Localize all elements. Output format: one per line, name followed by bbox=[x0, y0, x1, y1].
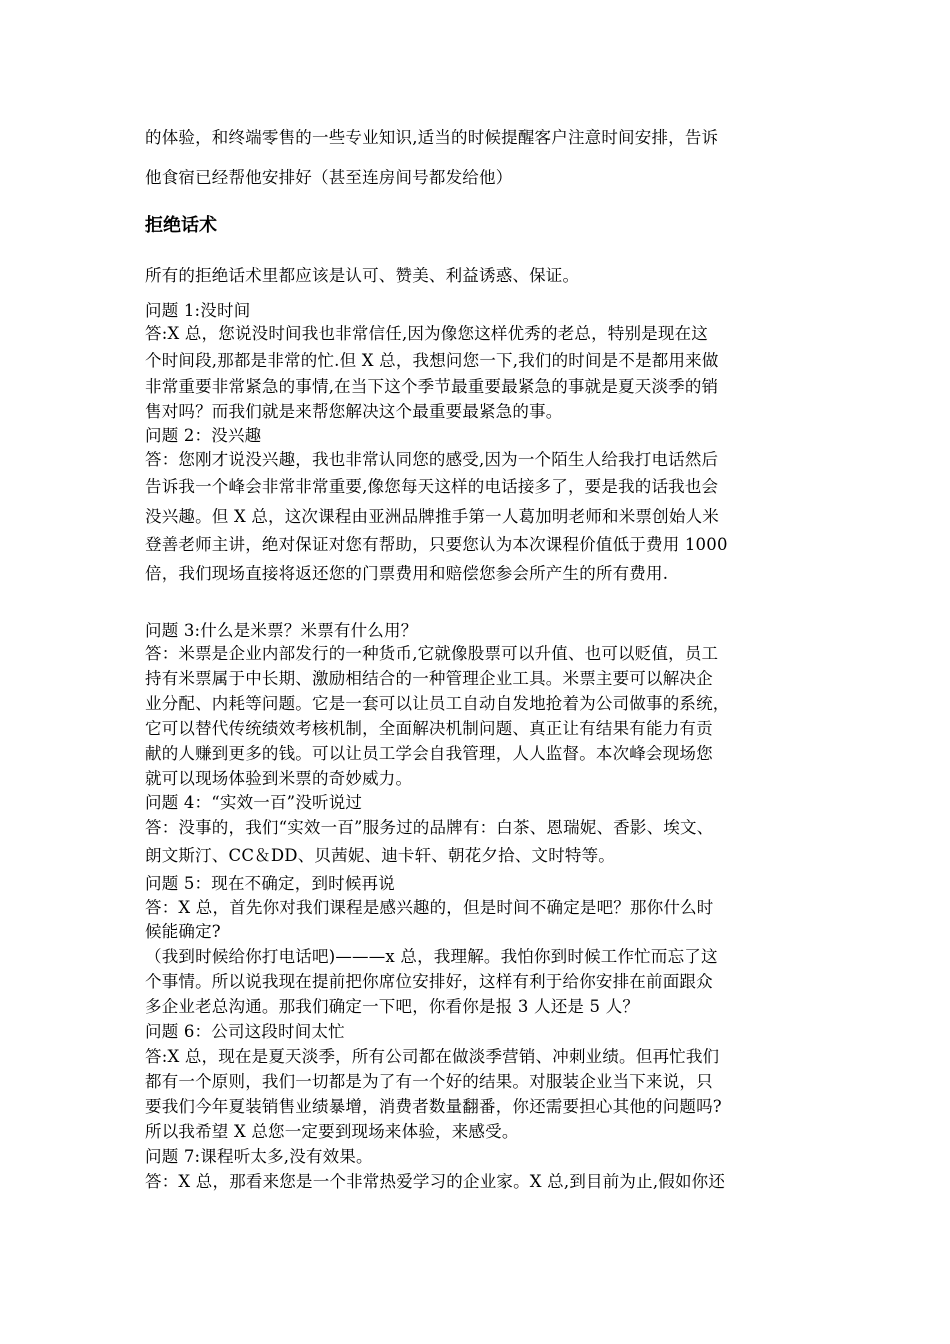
intro-line-1: 的体验，和终端零售的一些专业知识,适当的时候提醒客户注意时间安排，告诉 bbox=[145, 128, 719, 147]
body-line: （我到时候给你打电话吧)———x 总，我理解。我怕你到时候工作忙而忘了这 bbox=[145, 947, 718, 966]
body-line: 答：没事的，我们“实效一百”服务过的品牌有：白茶、恩瑞妮、香影、埃文、 bbox=[145, 818, 714, 837]
body-line: 倍，我们现场直接将返还您的门票费用和赔偿您参会所产生的所有费用. bbox=[145, 564, 669, 583]
body-line: 个事情。所以说我现在提前把你席位安排好，这样有利于给你安排在前面跟众 bbox=[145, 972, 713, 991]
body-line: 问题 5：现在不确定，到时候再说 bbox=[145, 874, 395, 893]
body-line: 要我们今年夏装销售业绩暴增，消费者数量翻番，你还需要担心其他的问题吗? bbox=[145, 1097, 722, 1116]
body-line: 问题 2：没兴趣 bbox=[145, 426, 262, 445]
body-line: 非常重要非常紧急的事情,在当下这个季节最重要最紧急的事就是夏天淡季的销 bbox=[145, 377, 719, 396]
body-line: 没兴趣。但 X 总，这次课程由亚洲品牌推手第一人葛加明老师和米票创始人米 bbox=[145, 507, 719, 526]
body-line: 业分配、内耗等问题。它是一套可以让员工自动自发地抢着为公司做事的系统， bbox=[145, 694, 730, 713]
body-line: 答：X 总，首先你对我们课程是感兴趣的，但是时间不确定是吧？那你什么时 bbox=[145, 898, 714, 917]
body-line: 都有一个原则，我们一切都是为了有一个好的结果。对服装企业当下来说，只 bbox=[145, 1072, 713, 1091]
section-title: 拒绝话术 bbox=[145, 215, 217, 236]
body-line: 答：您刚才说没兴趣，我也非常认同您的感受,因为一个陌生人给我打电话然后 bbox=[145, 450, 719, 469]
body-line: 个时间段,那都是非常的忙.但 X 总，我想问您一下,我们的时间是不是都用来做 bbox=[145, 351, 719, 370]
body-line: 献的人赚到更多的钱。可以让员工学会自我管理，人人监督。本次峰会现场您 bbox=[145, 744, 713, 763]
body-line: 答：米票是企业内部发行的一种货币,它就像股票可以升值、也可以贬值，员工 bbox=[145, 644, 719, 663]
body-line: 售对吗？而我们就是来帮您解决这个最重要最紧急的事。 bbox=[145, 402, 563, 421]
body-line: 所以我希望 X 总您一定要到现场来体验，来感受。 bbox=[145, 1122, 519, 1141]
body-line: 问题 3:什么是米票？米票有什么用？ bbox=[145, 621, 418, 640]
body-line: 朗文斯汀、CC＆DD、贝茜妮、迪卡轩、朝花夕拾、文时特等。 bbox=[145, 846, 616, 865]
body-line: 问题 4：“实效一百”没听说过 bbox=[145, 793, 363, 812]
body-line: 持有米票属于中长期、激励相结合的一种管理企业工具。米票主要可以解决企 bbox=[145, 669, 713, 688]
body-line: 就可以现场体验到米票的奇妙威力。 bbox=[145, 769, 413, 788]
body-line: 答:X 总，您说没时间我也非常信任,因为像您这样优秀的老总，特别是现在这 bbox=[145, 324, 708, 343]
body-line: 它可以替代传统绩效考核机制，全面解决机制问题、真正让有结果有能力有贡 bbox=[145, 719, 713, 738]
body-line: 登善老师主讲，绝对保证对您有帮助，只要您认为本次课程价值低于费用 1000 bbox=[145, 535, 728, 554]
body-line: 问题 1:没时间 bbox=[145, 301, 251, 320]
body-line: 告诉我一个峰会非常非常重要,像您每天这样的电话接多了，要是我的话我也会 bbox=[145, 477, 719, 496]
body-line: 多企业老总沟通。那我们确定一下吧，你看你是报 3 人还是 5 人？ bbox=[145, 997, 640, 1016]
body-line: 答：X 总，那看来您是一个非常热爱学习的企业家。X 总,到目前为止,假如你还 bbox=[145, 1172, 726, 1191]
lead-paragraph: 所有的拒绝话术里都应该是认可、赞美、利益诱惑、保证。 bbox=[145, 266, 580, 285]
intro-line-2: 他食宿已经帮他安排好（甚至连房间号都发给他） bbox=[145, 168, 513, 187]
body-line: 问题 6：公司这段时间太忙 bbox=[145, 1022, 345, 1041]
body-line: 问题 7:课程听太多,没有效果。 bbox=[145, 1147, 373, 1166]
body-line: 答:X 总，现在是夏天淡季，所有公司都在做淡季营销、冲刺业绩。但再忙我们 bbox=[145, 1047, 720, 1066]
body-line: 候能确定? bbox=[145, 922, 221, 941]
